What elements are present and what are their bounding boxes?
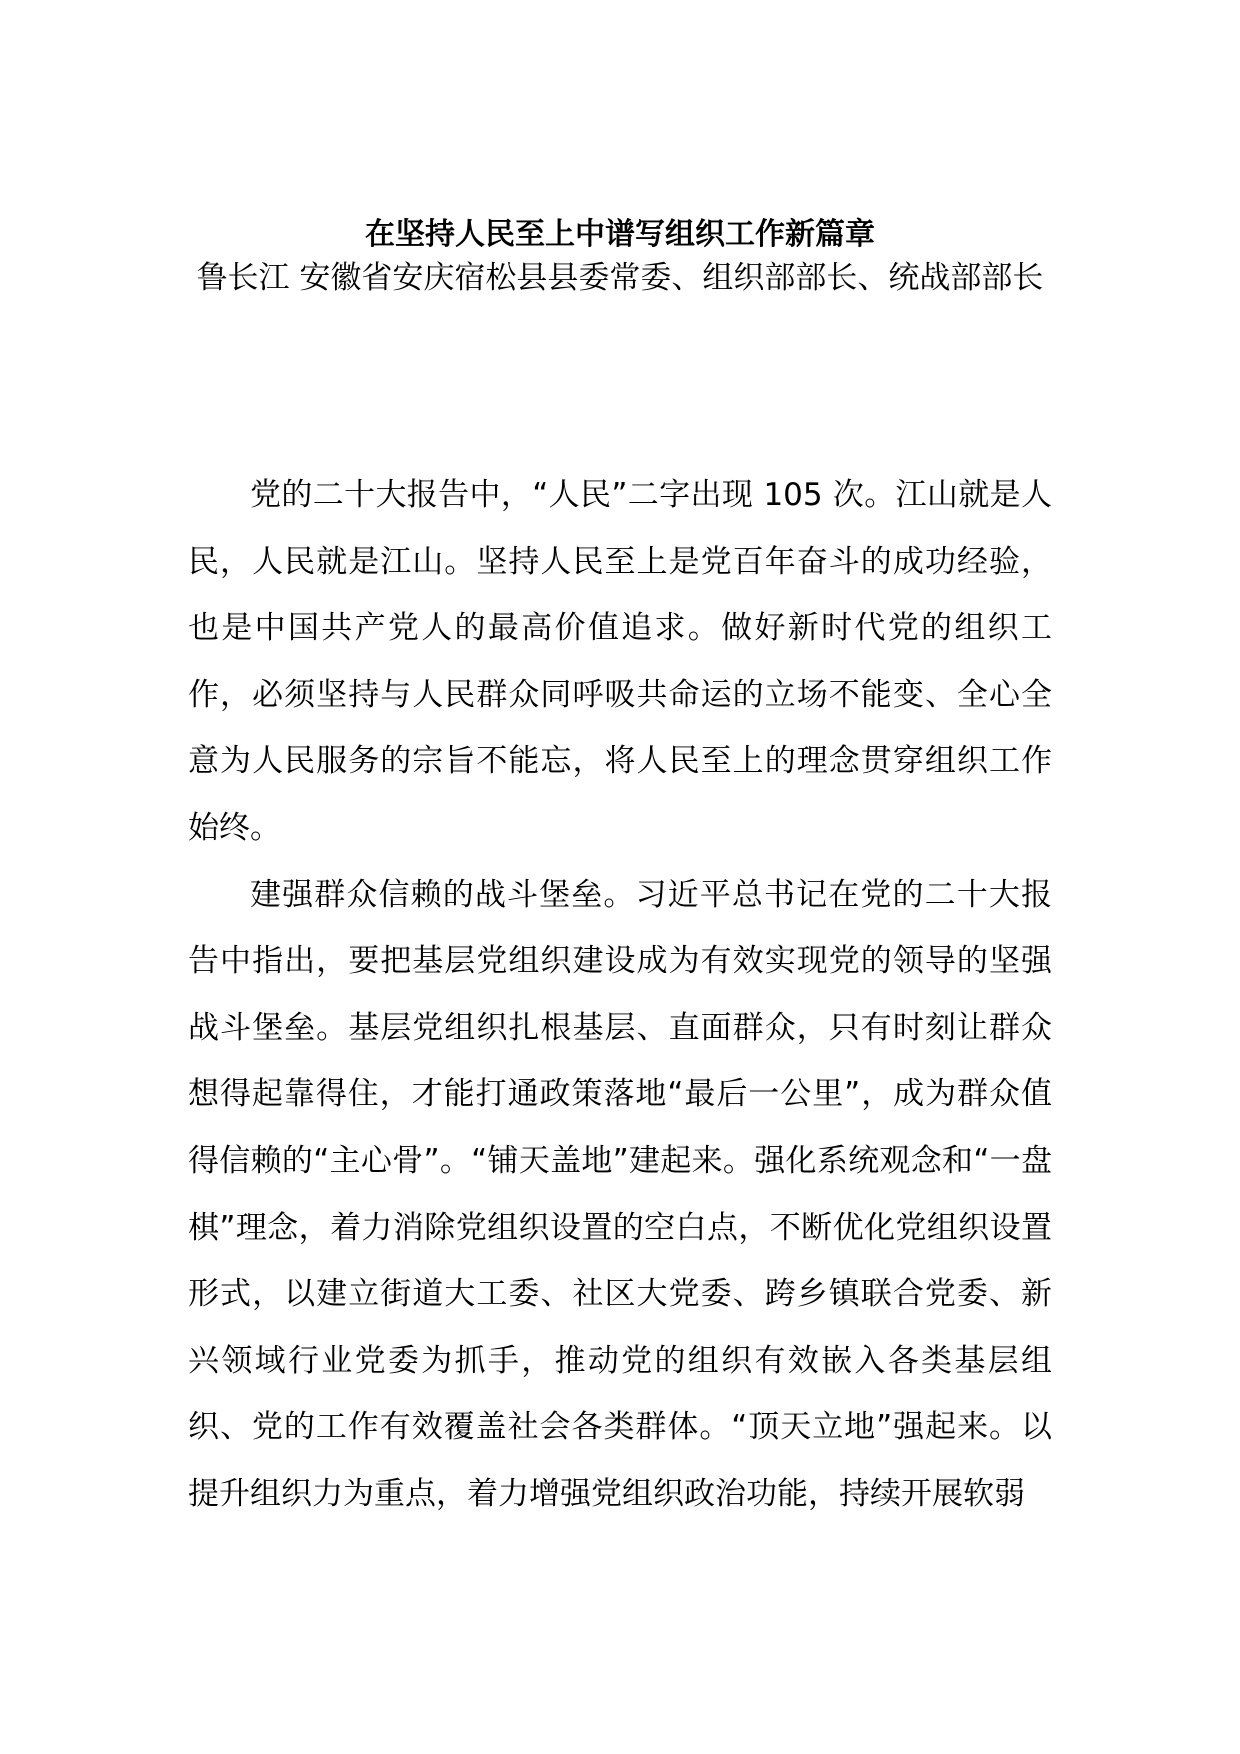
author-byline: 鲁长江 安徽省安庆宿松县县委常委、组织部部长、统战部部长	[196, 260, 1044, 296]
document-body	[188, 462, 1052, 1528]
document-title: 在坚持人民至上中谱写组织工作新篇章	[365, 217, 875, 252]
body-paragraph: 建强群众信赖的战斗堡垒。习近平总书记在党的二十大报告中指出，要把基层党组织建设成为有效实现党的领导的坚强战斗堡垒。基层党组织扎根基层、直面群众，只有时刻让群众想得起靠得住，才能打通政策落地“最后一公里”，成为群众值得信赖的“主心骨”。“铺天盖地”建起来。强化系统观念和“一盘棋”理念，着力消除党组织设置的空白点，不断优化党组织设置形式，以建立街道大工委、社区大党委、跨乡镇联合党委、新兴领域行业党委为抓手，推动党的组织有效嵌入各类基层组织、党的工作有效覆盖社会各类群体。“顶天立地”强起来。以提升组织力为重点，着力增强党组织政治功能，持续开展软弱	[188, 876, 1052, 1512]
body-paragraph: 党的二十大报告中，“人民”二字出现 105 次。江山就是人民，人民就是江山。坚持人民至上是党百年奋斗的成功经验，也是中国共产党人的最高价值追求。做好新时代党的组织工作，必须坚持与人民群众同呼吸共命运的立场不能变、全心全意为人民服务的宗旨不能忘，将人民至上的理念贯穿组织工作始终。	[188, 477, 1052, 846]
